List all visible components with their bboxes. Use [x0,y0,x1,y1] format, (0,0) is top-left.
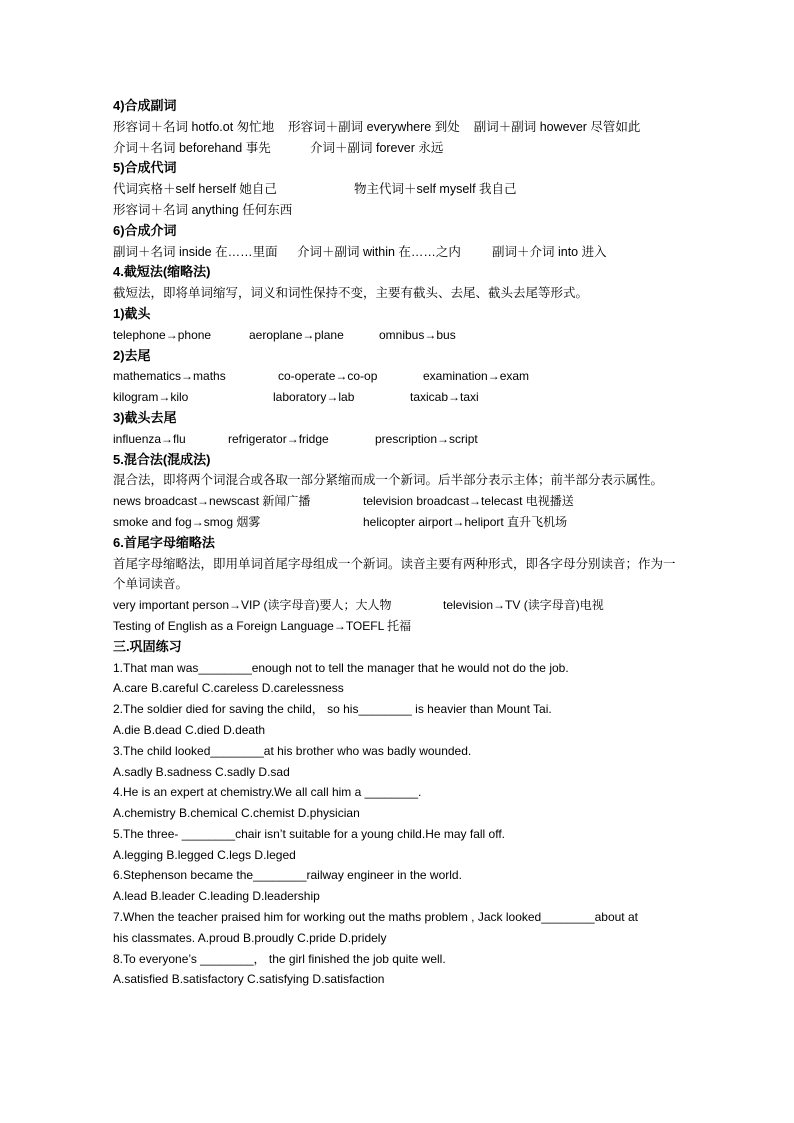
example-text: co-operate→co-op [278,369,378,384]
example-row [113,366,685,387]
example-text: 介词＋名词 beforehand 事先 [113,140,271,155]
example-row: Testing of English as a Foreign Language→TOEFL 托福 [113,618,412,633]
example-text: 代词宾格＋self herself 她自己 [113,182,277,197]
example-row [113,387,685,408]
question-text: 7.When the teacher praised him for working out the maths problem , Jack looked________about at [113,910,638,925]
example-row [113,429,685,450]
section-heading-practice: 三.巩固练习 [113,638,182,654]
example-row [113,325,685,346]
answer-options: A.chemistry B.chemical C.chemist D.physician [113,806,360,821]
text-line [113,138,685,159]
section-heading-acronym: 6.首尾字母缩略法 [113,534,215,550]
example-text: 介词＋副词 forever 永远 [310,140,444,155]
subheading: 1)截头 [113,305,151,321]
example-text: prescription→script [375,431,478,446]
example-text: 形容词＋名词 hotfo.ot 匆忙地 [113,119,275,134]
example-text: kilogram→kilo [113,390,189,405]
question-text: 3.The child looked________at his brother who was badly wounded. [113,743,472,758]
example-text: 副词＋名词 inside 在……里面 [113,244,278,259]
example-text: 形容词＋副词 everywhere 到处 [288,119,460,134]
answer-options: A.lead B.leader C.leading D.leadership [113,889,320,904]
section-heading-compound-pronoun: 5)合成代词 [113,160,177,176]
question-text: 2.The soldier died for saving the child， so his________ is heavier than Mount Tai. [113,702,552,717]
example-text: television→TV (读字母音)电视 [443,598,604,613]
example-text: very important person→VIP (读字母音)要人；大人物 [113,598,392,613]
example-text: television broadcast→telecast 电视播送 [363,494,574,509]
question-text: 1.That man was________enough not to tell the manager that he would not do the job. [113,660,569,675]
example-text: influenza→flu [113,431,186,446]
section-heading-compound-adverb: 4)合成副词 [113,98,177,113]
example-text: 副词＋副词 however 尽管如此 [473,119,641,134]
section-heading-clipping: 4.截短法(缩略法) [113,264,211,280]
example-text: taxicab→taxi [410,390,479,405]
example-text: refrigerator→fridge [228,431,329,446]
section-heading-compound-preposition: 6)合成介词 [113,222,177,238]
document-page [113,96,685,990]
question-text: 6.Stephenson became the________railway engineer in the world. [113,868,462,883]
example-text: helicopter airport→heliport 直升飞机场 [363,514,568,529]
example-text: smoke and fog→smog 烟雾 [113,514,261,529]
subheading: 3)截头去尾 [113,409,177,425]
example-text: telephone→phone [113,327,212,342]
example-row [113,512,685,533]
paragraph: 截短法，即将单词缩写，词义和词性保持不变，主要有截头、去尾、截头去尾等形式。 [113,286,589,301]
example-text: examination→exam [423,369,530,384]
example-row [113,595,685,616]
text-line [113,179,685,200]
example-text: aeroplane→plane [249,327,344,342]
answer-options: A.legging B.legged C.legs D.leged [113,847,296,862]
subheading: 2)去尾 [113,347,151,363]
question-text: his classmates. A.proud B.proudly C.pride D.pridely [113,930,387,945]
answer-options: A.sadly B.sadness C.sadly D.sad [113,764,290,779]
example-text: 介词＋副词 within 在……之内 [297,244,461,259]
answer-options: A.care B.careful C.careless D.carelessness [113,681,344,696]
example-text: mathematics→maths [113,369,226,384]
example-text: 物主代词＋self myself 我自己 [354,182,517,197]
example-text: 副词＋介词 into 进入 [492,244,607,259]
question-text: 8.To everyone’s ________， the girl finished the job quite well. [113,951,446,966]
paragraph: 混合法，即将两个词混合或各取一部分紧缩而成一个新词。后半部分表示主体；前半部分表示属性。 [113,473,664,488]
answer-options: A.satisfied B.satisfactory C.satisfying D.satisfaction [113,972,385,987]
answer-options: A.die B.dead C.died D.death [113,722,266,737]
example-row [113,491,685,512]
example-text: laboratory→lab [273,390,355,405]
question-text: 5.The three- ________chair isn’t suitable for a young child.He may fall off. [113,826,506,841]
question-text: 4.He is an expert at chemistry.We all call him a ________. [113,785,422,800]
text-line: 形容词＋名词 anything 任何东西 [113,202,293,217]
example-text: news broadcast→newscast 新闻广播 [113,494,311,509]
section-heading-blending: 5.混合法(混成法) [113,451,211,467]
text-line [113,117,685,138]
example-text: omnibus→bus [379,327,456,342]
text-line [113,242,685,263]
paragraph: 首尾字母缩略法，即用单词首尾字母组成一个新词。读音主要有两种形式，即各字母分别读音；作为一个单词读音。 [113,556,676,592]
